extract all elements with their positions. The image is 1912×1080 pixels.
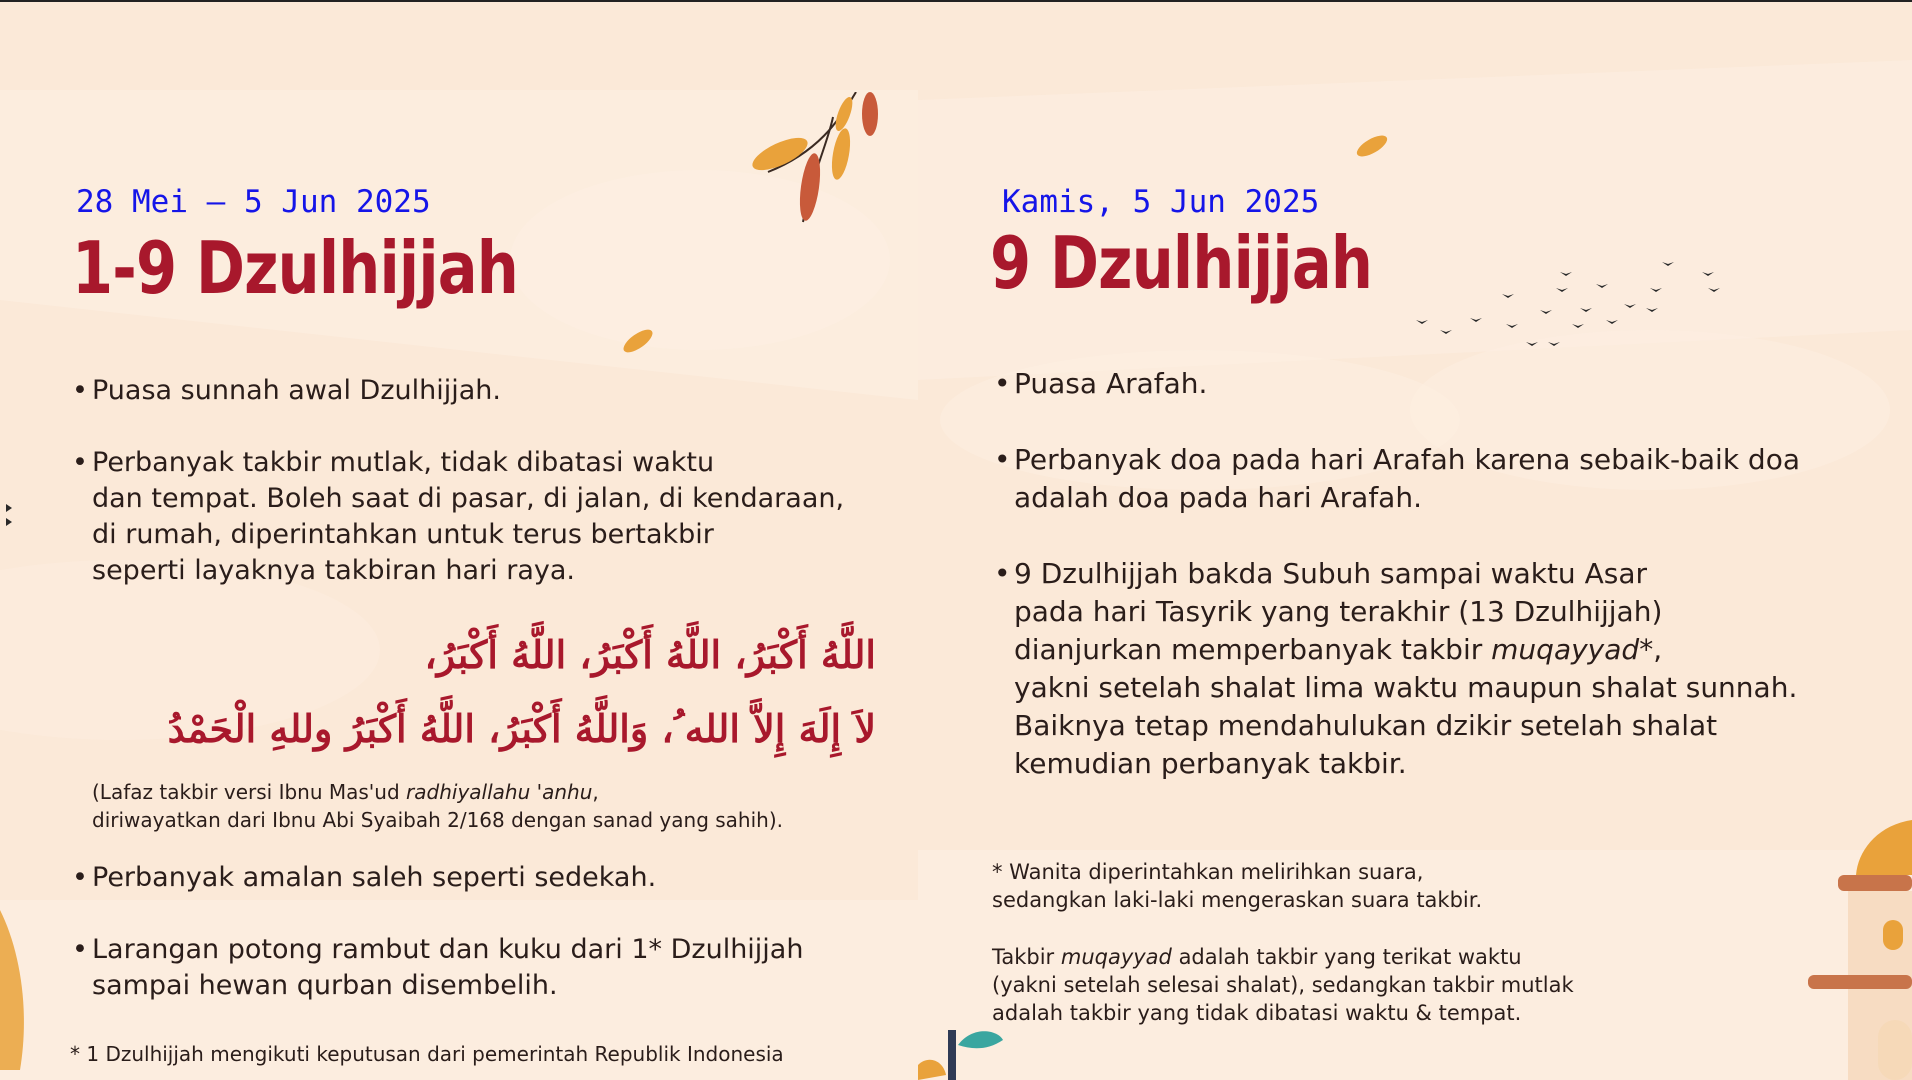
bullet-icon: •	[994, 557, 1011, 590]
arabic-takbir-line-2: لاَ إِلَهَ إِلاَّ الله ُ، وَاللَّهُ أَكْبَرُ، اللَّهُ أَكْبَرُ وللهِ الْحَمْدُ	[167, 706, 876, 751]
page-title: 1-9 Dzulhijjah	[72, 226, 519, 310]
list-item	[72, 445, 845, 589]
list-item	[994, 555, 1798, 783]
list-item	[994, 441, 1800, 517]
list-item-text: pada hari Tasyrik yang terakhir (13 Dzulhijjah)	[1014, 595, 1663, 628]
list-item-text: sampai hewan qurban disembelih.	[92, 970, 558, 1001]
list-item-text: Perbanyak amalan saleh seperti sedekah.	[92, 862, 657, 893]
list-item	[994, 365, 1208, 403]
list-item-text: dan tempat. Boleh saat di pasar, di jalan, di kendaraan,	[92, 483, 845, 514]
note-text: sedangkan laki-laki mengeraskan suara takbir.	[992, 888, 1483, 912]
list-item-text: yakni setelah shalat lima waktu maupun shalat sunnah.	[1014, 671, 1798, 704]
lafaz-note-text: ,	[592, 780, 599, 804]
bullet-icon: •	[72, 862, 88, 893]
footnote: * 1 Dzulhijjah mengikuti keputusan dari pemerintah Republik Indonesia	[70, 1042, 784, 1066]
date-range: 28 Mei – 5 Jun 2025	[76, 184, 431, 220]
list-item-text: *,	[1639, 633, 1663, 666]
page-title: 9 Dzulhijjah	[990, 221, 1373, 305]
date-label: Kamis, 5 Jun 2025	[1002, 184, 1320, 220]
lafaz-note-text: diriwayatkan dari Ibnu Abi Syaibah 2/168 dengan sanad yang sahih).	[92, 808, 783, 832]
note-text: adalah takbir yang terikat waktu	[1171, 945, 1522, 969]
right-panel	[918, 0, 1912, 1080]
note-text: Takbir	[992, 945, 1061, 969]
note-wanita	[992, 858, 1482, 914]
list-item	[72, 932, 804, 1004]
list-item-text: 9 Dzulhijjah bakda Subuh sampai waktu Asar	[1014, 557, 1647, 590]
list-item-text: adalah doa pada hari Arafah.	[1014, 481, 1422, 514]
list-item-text: Puasa sunnah awal Dzulhijjah.	[92, 375, 501, 406]
left-panel	[0, 0, 918, 1080]
bullet-icon: •	[72, 447, 88, 478]
list-item	[72, 860, 657, 896]
lafaz-note-italic: radhiyallahu 'anhu	[406, 780, 593, 804]
list-item-italic: muqayyad	[1491, 633, 1640, 666]
arabic-takbir-line-1: اللَّهُ أَكْبَرُ، اللَّهُ أَكْبَرُ، اللَّهُ أَكْبَرُ،	[424, 632, 876, 677]
note-muqayyad	[992, 943, 1574, 1027]
list-item-text: Perbanyak takbir mutlak, tidak dibatasi waktu	[92, 447, 715, 478]
note-italic: muqayyad	[1060, 945, 1172, 969]
note-text: (yakni setelah selesai shalat), sedangkan takbir mutlak	[992, 973, 1574, 997]
lafaz-note	[92, 778, 783, 834]
bullet-icon: •	[72, 934, 88, 965]
list-item-text: Baiknya tetap mendahulukan dzikir setelah shalat	[1014, 709, 1718, 742]
list-item	[72, 373, 501, 409]
lafaz-note-text: (Lafaz takbir versi Ibnu Mas'ud	[92, 780, 407, 804]
list-item-text: dianjurkan memperbanyak takbir	[1014, 633, 1492, 666]
bullet-icon: •	[72, 375, 88, 406]
note-text: * Wanita diperintahkan melirihkan suara,	[992, 860, 1424, 884]
bullet-icon: •	[994, 443, 1011, 476]
list-item-text: kemudian perbanyak takbir.	[1014, 747, 1407, 780]
bullet-icon: •	[994, 367, 1011, 400]
note-text: adalah takbir yang tidak dibatasi waktu & tempat.	[992, 1001, 1522, 1025]
list-item-text: di rumah, diperintahkan untuk terus bertakbir	[92, 519, 714, 550]
list-item-text: Puasa Arafah.	[1014, 367, 1208, 400]
list-item-text: Larangan potong rambut dan kuku dari 1* Dzulhijjah	[92, 934, 804, 965]
list-item-text: Perbanyak doa pada hari Arafah karena sebaik-baik doa	[1014, 443, 1800, 476]
list-item-text: seperti layaknya takbiran hari raya.	[92, 555, 575, 586]
